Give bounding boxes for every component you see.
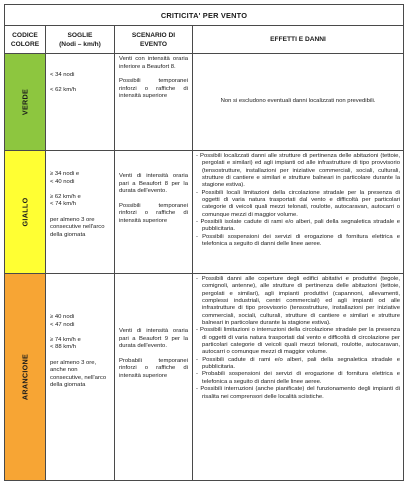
scenario-cell-giallo [115,151,193,274]
table-title: CRITICITA' PER VENTO [5,5,404,26]
scenario-cell-arancione [115,274,193,481]
effetti-item: - Possibili danni alle coperture degli edifici abitativi e produttivi (tegole, comignoli, antenne), alle strutture di pertinenza delle abitazioni (tettoie, pergolati e similari), agli impianti produttivi (capannoni, allevamenti, complessi industriali, centri commerciali) ed agli impianti od alle infrastrutture di tipo provvisorio (tensostrutture, installazioni per iniziative commerciali, sociali, culturali, strutture di cantiere e similari e strutture balneari in particolare durante la stagione estiva). [196,276,400,327]
soglia-duration: per almeno 3 ore consecutive nell'arco della giornata [50,216,105,238]
scenario-note: Probabili temporanei rinforzi o raffiche di intensità superiore [119,357,188,379]
color-code-cell-giallo [5,151,46,274]
scenario-text: Venti di intensità oraria pari a Beaufort 9 per la durata dell'evento. [119,328,188,350]
header-evento-label: EVENTO [140,40,167,48]
soglia-spacer [50,329,110,337]
soglia-line: < 34 nodi [50,72,75,78]
effetti-item: - Possibili limitazioni o interruzioni della circolazione stradale per la presenza di oggetti di varia natura trasportati dal vento e difficoltà di circolazione per particolari categorie di veicoli quali mezzi telonati, roulotte, autocaravan, autocarri o comunque mezzi di maggior volume. [196,327,400,356]
scenario-cell-verde [115,54,193,151]
header-effetti: EFFETTI E DANNI [193,26,404,54]
color-label-verde: VERDE [20,88,30,116]
effetti-item: - Possibili sospensioni dei servizi di erogazione di fornitura elettrica e telefonica a seguito di danni delle linee aeree. [196,234,400,249]
soglie-cell-giallo [46,151,115,274]
effetti-item: - Probabili sospensioni dei servizi di erogazione di fornitura elettrica e telefonica a seguito di danni delle linee aeree. [196,371,400,386]
effetti-cell-giallo [193,151,404,274]
table-row [5,274,404,481]
effetti-text: Non si escludono eventuali danni localizzati non prevedibili. [220,98,376,105]
soglia-line: < 62 km/h [50,87,77,94]
header-codice-label: CODICE [12,31,38,39]
soglia-line: < 47 nodi [50,321,75,328]
header-soglie [46,26,115,54]
effetti-item: - Possibili locali limitazioni della circolazione stradale per la presenza di oggetti di varia natura trasportati dal vento e difficoltà per particolari categorie di veicoli quali mezzi telonati, roulotte, autocaravan, autocarri o comunque mezzi di maggior volume. [196,190,400,219]
header-row [5,26,404,54]
color-code-cell-arancione [5,274,46,481]
header-scenario-label: SCENARIO DI [131,31,176,39]
effetti-item: - Possibili interruzioni (anche pianificate) del funzionamento degli impianti di risalita nei comprensori delle località sciistiche. [196,386,400,401]
header-soglie-label: SOGLIE [67,31,93,39]
scenario-text: Venti di intensità oraria pari a Beaufort 8 per la durata dell'evento. [119,173,188,195]
effetti-item: - Possibili localizzati danni alle strutture di pertinenza delle abitazioni (tettoie, pergolati e similari) ed agli impianti od alle infrastrutture di tipo provvisorio (tensostrutture, installazioni per iniziative commerciali, sociali, culturali, strutture di cantiere e similari e strutture balneari in particolare durante la stagione estiva). [196,153,400,190]
soglie-cell-arancione [46,274,115,481]
effetti-item: - Possibili isolate cadute di rami e/o alberi, pali della segnaletica stradale e pubblicitaria. [196,219,400,234]
color-code-cell-verde [5,54,46,151]
soglia-spacer [50,352,110,360]
soglia-line: < 40 nodi [50,178,75,185]
header-codice-colore [5,26,46,54]
scenario-text: Venti con intensità oraria inferiore a Beaufort 8. [119,56,188,70]
soglie-cell-verde [46,54,115,151]
effetti-list [196,153,400,248]
soglia-spacer [50,209,110,217]
header-scenario [115,26,193,54]
table-row [5,151,404,274]
header-soglie-units: (Nodi – km/h) [59,40,101,48]
effetti-cell-verde [193,54,404,151]
scenario-note: Possibili temporanei rinforzi o raffiche di intensità superiore [119,78,188,100]
table-row [5,54,404,151]
soglia-duration: per almeno 3 ore, anche non consecutive, nell'arco della giornata [50,359,107,389]
soglia-line: ≥ 34 nodi e [50,171,80,177]
soglia-line: ≥ 40 nodi [50,314,75,320]
header-colore-label: COLORE [10,40,40,48]
soglia-line [50,80,110,88]
soglia-line: < 74 km/h [50,201,77,208]
color-label-arancione: ARANCIONE [20,353,30,401]
soglia-line: ≥ 74 km/h e [50,336,81,343]
wind-criticality-table [4,4,404,481]
effetti-list [196,276,400,401]
soglia-spacer [50,186,110,194]
soglia-line: ≥ 62 km/h e [50,193,81,200]
scenario-note: Possibili temporanei rinforzi o raffiche di intensità superiore [119,202,188,224]
soglia-line: < 88 km/h [50,344,77,351]
color-label-giallo: GIALLO [20,197,30,227]
effetti-cell-arancione [193,274,404,481]
effetti-item: - Possibili cadute di rami e/o alberi, pali della segnaletica stradale e pubblicitaria. [196,357,400,372]
